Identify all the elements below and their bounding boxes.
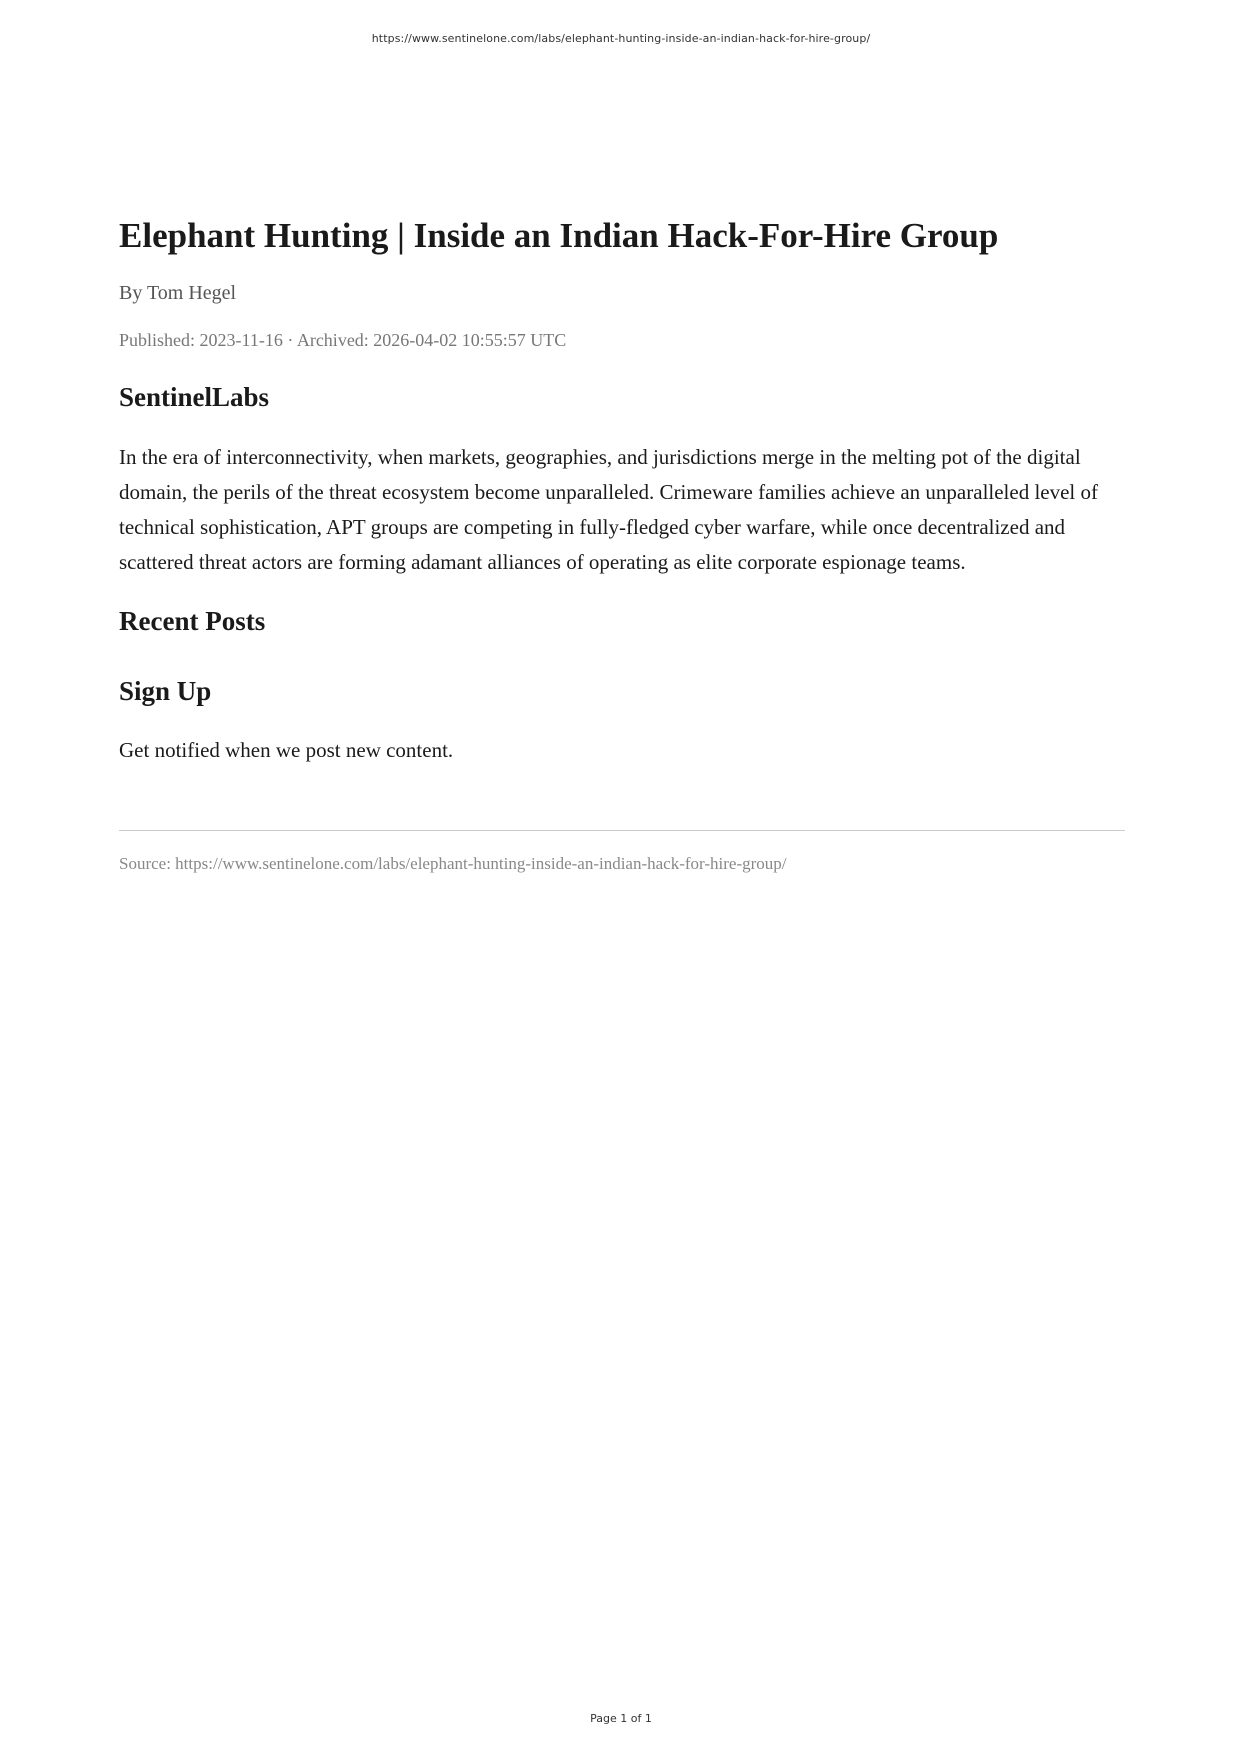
signup-text: Get notified when we post new content. [119,738,454,762]
article-meta: Published: 2023-11-16 · Archived: 2026-04-02 10:55:57 UTC [119,330,567,350]
section-heading-recent-posts: Recent Posts [119,606,266,636]
article-byline: By Tom Hegel [119,282,237,304]
source-line: Source: https://www.sentinelone.com/labs/elephant-hunting-inside-an-indian-hack-for-hire-group/ [119,854,787,873]
section-heading-sentinellabs: SentinelLabs [119,382,270,412]
article-body-paragraph: In the era of interconnectivity, when markets, geographies, and jurisdictions merge in the melting pot of the digital domain, the perils of the threat ecosystem become unparalleled. Crimeware families achieve an unparalleled level of technical sophistication, APT groups are competing in fully-fledged cyber warfare, while once decentralized and scattered threat actors are forming adamant alliances of operating as elite corporate espionage teams. [119,445,1099,574]
article [119,214,1125,875]
page-number: Page 1 of 1 [590,1712,652,1725]
section-heading-sign-up: Sign Up [119,676,212,706]
divider [119,830,1125,831]
article-title: Elephant Hunting | Inside an Indian Hack-For-Hire Group [119,216,999,255]
page-header-url: https://www.sentinelone.com/labs/elephant-hunting-inside-an-indian-hack-for-hire-group/ [371,32,871,45]
